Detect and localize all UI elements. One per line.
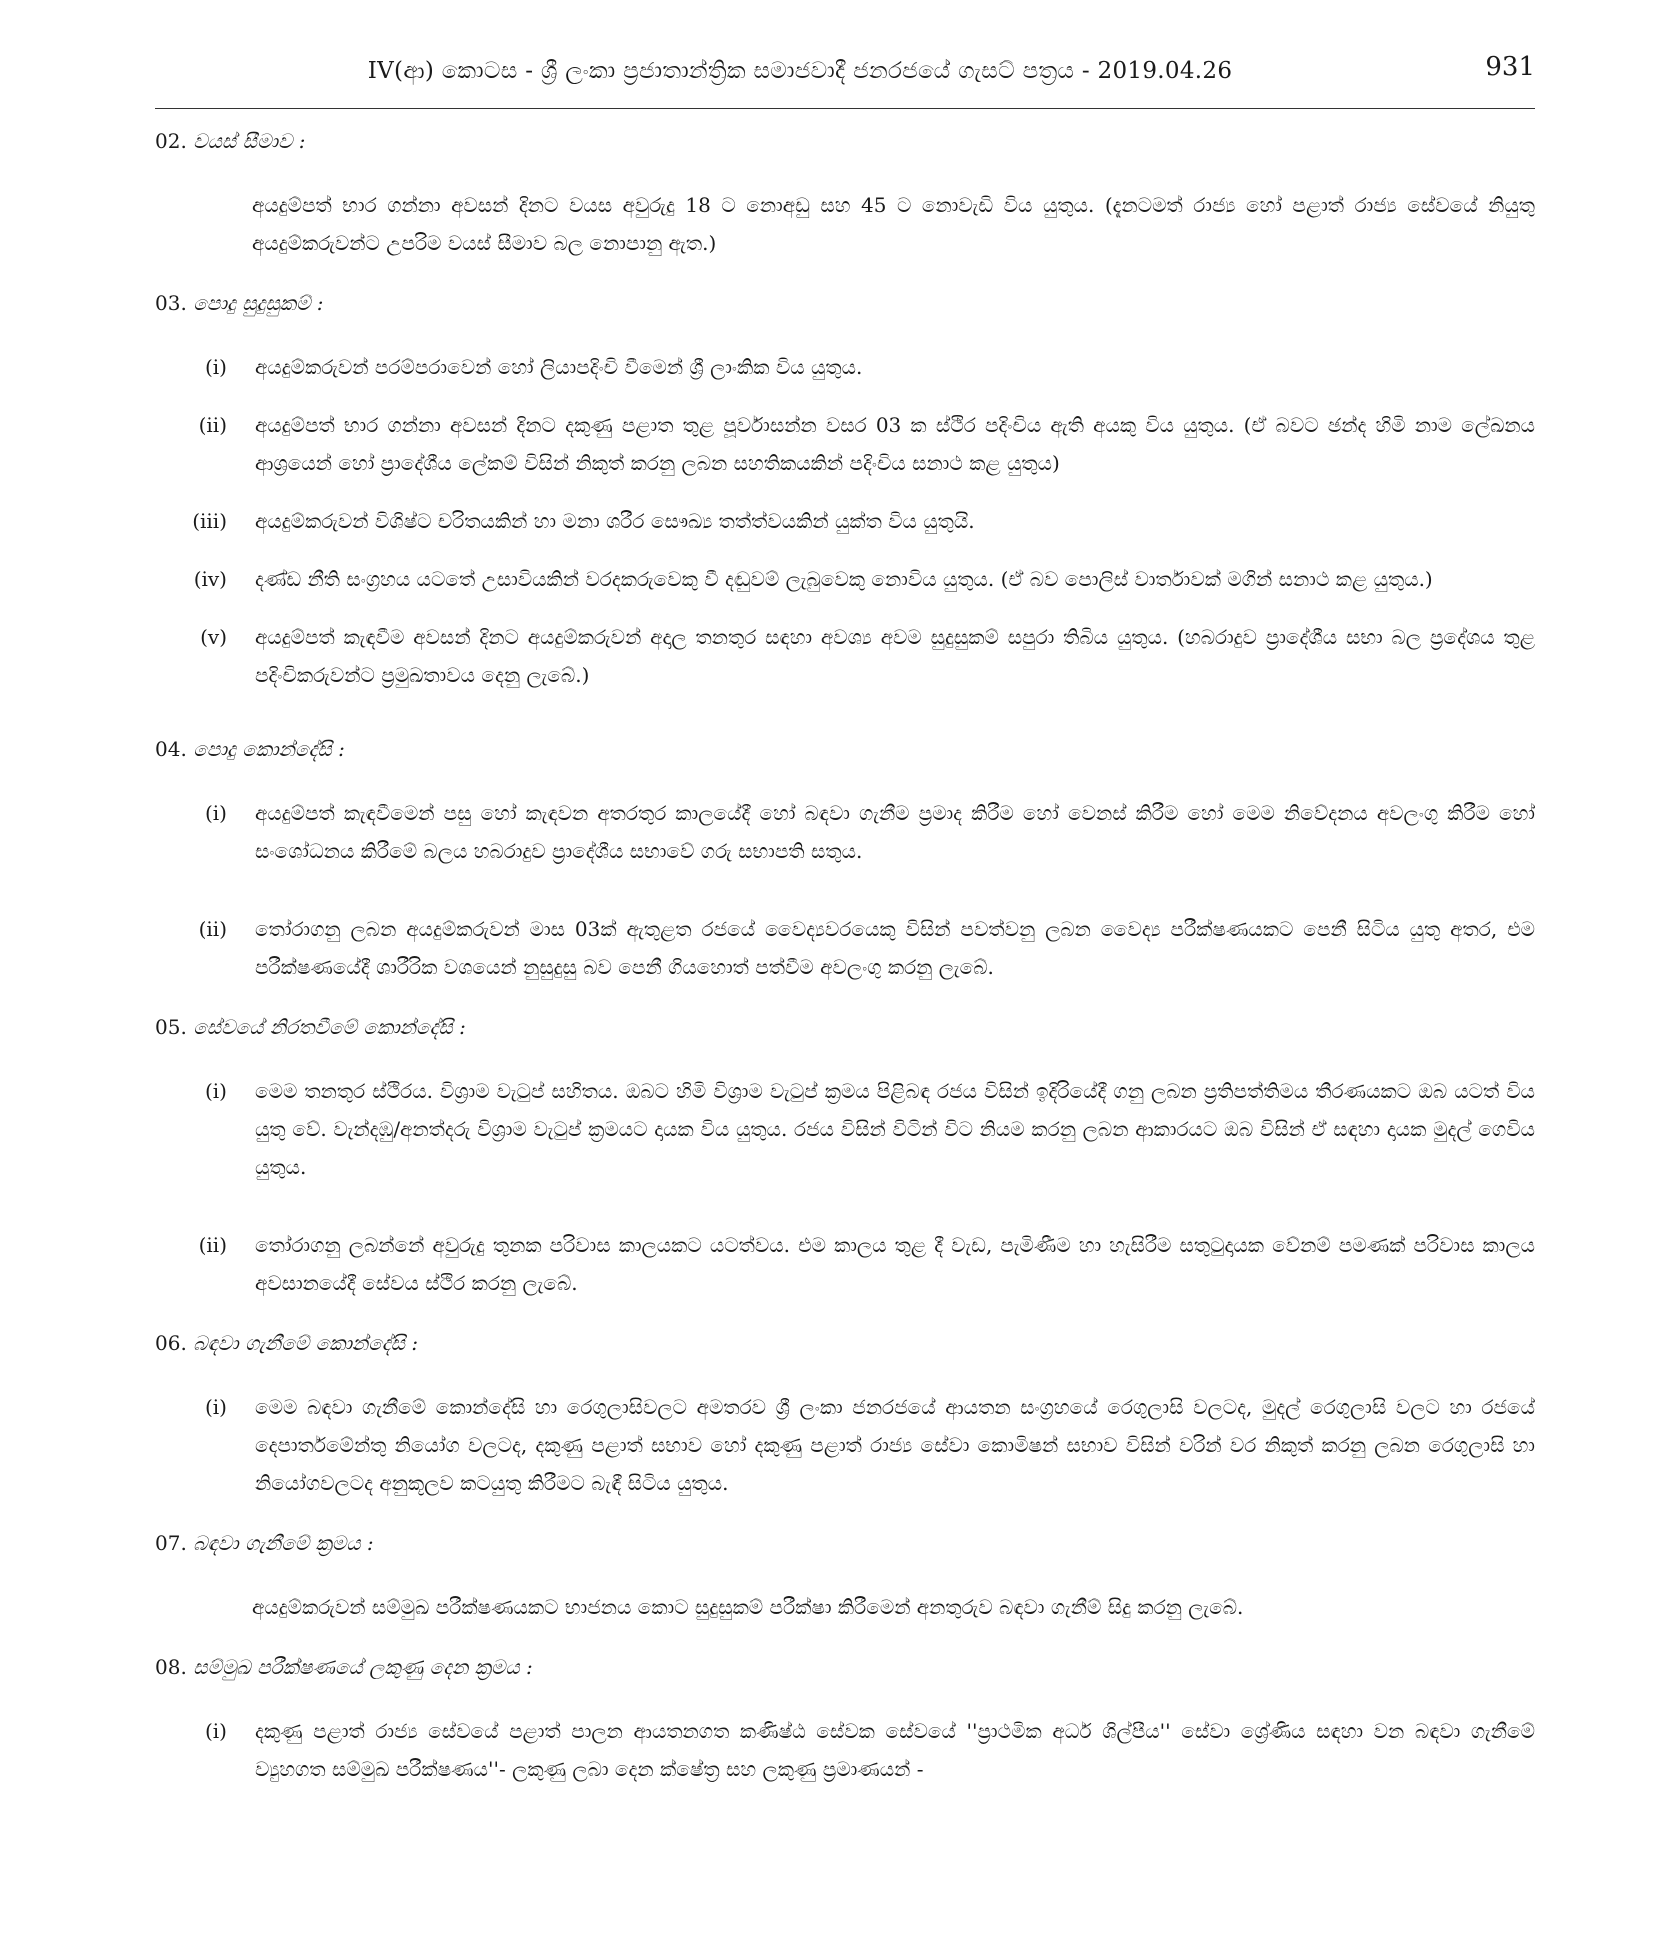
item-text: අයදුම්කරුවන් පරම්පරාවෙන් හෝ ලියාපදිංචි වීමෙන් ශ්‍රී ලාංකික විය යුතුය. xyxy=(255,355,863,379)
page-header xyxy=(155,40,1535,109)
section-heading xyxy=(155,1652,1535,1682)
list-item xyxy=(155,794,1535,870)
section-general-qualifications xyxy=(155,288,1535,694)
list-item xyxy=(155,406,1535,482)
section-title: බඳවා ගැනීමේ ක්‍රමය : xyxy=(193,1531,374,1555)
item-label: (v) xyxy=(200,625,227,649)
item-label: (iii) xyxy=(192,509,227,533)
section-age-limit xyxy=(155,126,1535,262)
item-list xyxy=(155,348,1535,694)
section-number: 04. xyxy=(155,737,187,761)
section-heading xyxy=(155,734,1535,764)
section-paragraph: අයදුම්කරුවන් සම්මුඛ පරීක්ෂණයකට භාජනය කොට සුදුසුකම් පරීක්ෂා කිරීමෙන් අනතුරුව බඳවා ගැනීම් සිදු කරනු ලැබේ. xyxy=(252,1595,1244,1619)
list-item xyxy=(155,1226,1535,1302)
section-heading xyxy=(155,1328,1535,1358)
item-label: (i) xyxy=(204,1719,227,1743)
list-item xyxy=(155,1072,1535,1186)
item-list xyxy=(155,1388,1535,1502)
item-text: මෙම බඳවා ගැනීමේ කොන්දේසි හා රෙගුලාසිවලට අමතරව ශ්‍රී ලංකා ජනරජයේ ආයතන සංග්‍රහයේ රෙගුලාසි වලටද, මුදල් රෙගුලාසි වලට හා රජයේ දෙපාර්තමේන්තු නියෝග වලටද, දකුණු පළාත් සභාව හෝ දකුණු පළාත් රාජ්‍ය සේවා කොමිෂන් සභාව විසින් වරින් වර නිකුත් කරනු ලබන රෙගුලාසි හා නියෝගවලටද අනුකූලව කටයුතු කිරීමට බැඳී සිටිය යුතුය. xyxy=(255,1395,1535,1495)
section-recruitment-conditions xyxy=(155,1328,1535,1502)
item-list xyxy=(155,1712,1535,1788)
section-title: වයස් සීමාව : xyxy=(193,129,306,153)
item-label: (i) xyxy=(204,1079,227,1103)
section-title: පොදු කොන්දේසි : xyxy=(193,737,345,761)
item-list xyxy=(155,794,1535,986)
page-content xyxy=(155,126,1535,1814)
section-general-conditions xyxy=(155,734,1535,986)
section-number: 02. xyxy=(155,129,187,153)
item-label: (iv) xyxy=(193,567,227,591)
item-label: (ii) xyxy=(198,1233,227,1257)
item-list xyxy=(155,1072,1535,1302)
section-service-conditions xyxy=(155,1012,1535,1302)
section-heading xyxy=(155,288,1535,318)
section-paragraph: අයදුම්පත් භාර ගන්නා අවසන් දිනට වයස අවුරුදු 18 ට නොඅඩු සහ 45 ට නොවැඩි විය යුතුය. (දැනටමත් රාජ්‍ය හෝ පළාත් රාජ්‍ය සේවයේ නියුතු අයදුම්කරුවන්ට උපරිම වයස් සීමාව බල නොපානු ඇත.) xyxy=(252,193,1535,255)
section-number: 03. xyxy=(155,291,187,315)
item-label: (i) xyxy=(204,1395,227,1419)
section-title: පොදු සුදුසුකම් : xyxy=(193,291,324,315)
list-item xyxy=(155,502,1535,540)
section-heading xyxy=(155,1528,1535,1558)
item-label: (ii) xyxy=(198,917,227,941)
item-label: (i) xyxy=(204,355,227,379)
section-title: බඳවා ගැනීමේ කොන්දේසි : xyxy=(193,1331,419,1355)
item-text: දකුණු පළාත් රාජ්‍ය සේවයේ පළාත් පාලන ආයතනගත කණිෂ්ඨ සේවක සේවයේ ''ප්‍රාථමික අර්ධ ශිල්පීය'' සේවා ශ්‍රේණිය සඳහා වන බඳවා ගැනීමේ ව්‍යුහගත සම්මුඛ පරීක්ෂණය''- ලකුණු ලබා දෙන ක්ෂේත්‍ර සහ ලකුණු ප්‍රමාණයන් - xyxy=(255,1719,1535,1781)
item-text: අයදුම්පත් කැඳවීම අවසන් දිනට අයදුම්කරුවන් අදාල තනතුර සඳහා අවශ්‍ය අවම සුදුසුකම් සපුරා තිබිය යුතුය. (හබරාදුව ප්‍රාදේශීය සභා බල ප්‍රදේශය තුළ පදිංචිකරුවන්ට ප්‍රමුඛතාවය දෙනු ලැබේ.) xyxy=(255,625,1535,687)
section-heading xyxy=(155,1012,1535,1042)
item-text: අයදුම්පත් කැඳවීමෙන් පසු හෝ කැඳවන අතරතුර කාලයේදී හෝ බඳවා ගැනීම ප්‍රමාද කිරීම හෝ වෙනස් කිරීම හෝ මෙම නිවේදනය අවලංගු කිරීම හෝ සංශෝධනය කිරීමේ බලය හබරාදුව ප්‍රාදේශීය සභාවේ ගරු සභාපති සතුය. xyxy=(255,801,1535,863)
list-item xyxy=(155,1712,1535,1788)
list-item xyxy=(155,348,1535,386)
section-title: සම්මුඛ පරීක්ෂණයේ ලකුණු දෙන ක්‍රමය : xyxy=(193,1655,533,1679)
header-title: IV(ආ) කොටස - ශ්‍රී ලංකා ප්‍රජාතාන්ත්‍රික සමාජවාදී ජනරජයේ ගැසට් පත්‍රය - 2019.04.26 xyxy=(367,58,1233,84)
page-number: 931 xyxy=(1485,52,1535,82)
section-title: සේවයේ නිරතවීමේ කොන්දේසි : xyxy=(193,1015,466,1039)
item-text: දණ්ඩ නීති සංග්‍රහය යටතේ උසාවියකින් වරදකරුවෙකු වී දඬුවම් ලැබුවෙකු නොවිය යුතුය. (ඒ බව පොලිස් වාර්තාවක් මගින් සනාථ කළ යුතුය.) xyxy=(255,567,1433,591)
item-text: අයදුම්කරුවන් විශිෂ්ට චරිතයකින් හා මනා ශරීර සෞඛ්‍ය තත්ත්වයකින් යුක්ත විය යුතුයි. xyxy=(255,509,975,533)
section-number: 08. xyxy=(155,1655,187,1679)
list-item xyxy=(155,560,1535,598)
item-text: මෙම තනතුර ස්ථිරය. විශ්‍රාම වැටුප් සහිතය. ඔබට හිමි විශ්‍රාම වැටුප් ක්‍රමය පිළිබඳ රජය විසින් ඉදිරියේදී ගනු ලබන ප්‍රතිපත්තිමය තීරණයකට ඔබ යටත් විය යුතු වේ. වැන්දඹු/අනත්දරු විශ්‍රාම වැටුප් ක්‍රමයට දායක විය යුතුය. රජය විසින් විටින් විට නියම කරනු ලබන ආකාරයට ඔබ විසින් ඒ සඳහා දායක මුදල් ගෙවිය යුතුය. xyxy=(255,1079,1535,1179)
section-number: 06. xyxy=(155,1331,187,1355)
item-text: තෝරාගනු ලබන අයදුම්කරුවන් මාස 03ක් ඇතුළත රජයේ වෛද්‍යවරයෙකු විසින් පවත්වනු ලබන වෛද්‍ය පරීක්ෂණයකට පෙනී සිටිය යුතු අතර, එම පරීක්ෂණයේදී ශාරීරික වශයෙන් නුසුදුසු බව පෙනී ගියහොත් පත්වීම අවලංගු කරනු ලැබේ. xyxy=(255,917,1535,979)
item-label: (i) xyxy=(204,801,227,825)
section-recruitment-method xyxy=(155,1528,1535,1626)
list-item xyxy=(155,910,1535,986)
section-heading xyxy=(155,126,1535,156)
section-number: 05. xyxy=(155,1015,187,1039)
section-number: 07. xyxy=(155,1531,187,1555)
item-label: (ii) xyxy=(198,413,227,437)
item-text: තෝරාගනු ලබන්නේ අවුරුදු තුනක පරිවාස කාලයකට යටත්වය. එම කාලය තුළ දී වැඩ, පැමිණීම හා හැසිරීම සතුටුදායක වේනම් පමණක් පරිවාස කාලය අවසානයේදී සේවය ස්ථිර කරනු ලැබේ. xyxy=(255,1233,1535,1295)
item-text: අයදුම්පත් භාර ගන්නා අවසන් දිනට දකුණු පළාත තුළ පූර්වාසන්න වසර 03 ක ස්ථිර පදිංචිය ඇති අයකු විය යුතුය. (ඒ බවට ඡන්ද හිමි නාම ලේඛනය ආශ්‍රයෙන් හෝ ප්‍රාදේශීය ලේකම් විසින් නිකුත් කරනු ලබන සහතිකයකින් පදිංචිය සනාථ කළ යුතුය) xyxy=(255,413,1535,475)
section-interview-marking xyxy=(155,1652,1535,1788)
list-item xyxy=(155,618,1535,694)
list-item xyxy=(155,1388,1535,1502)
